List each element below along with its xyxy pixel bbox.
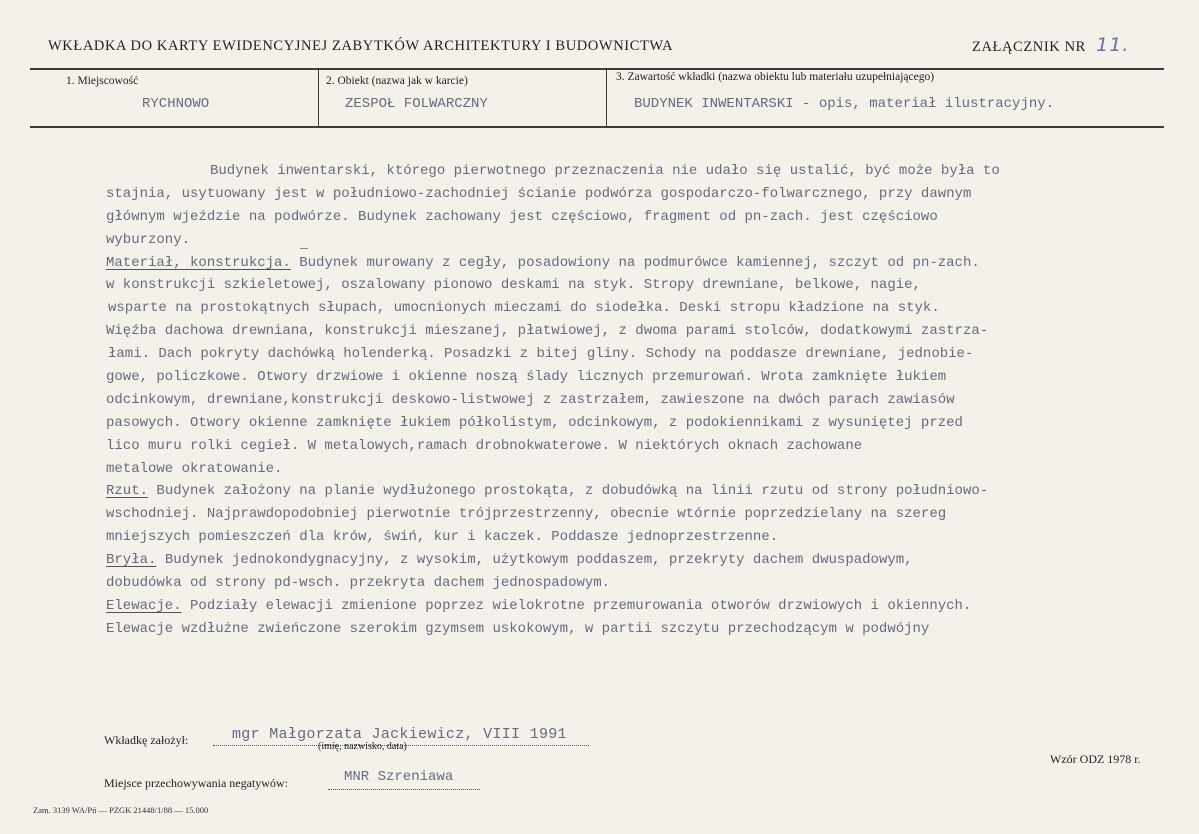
object-label: 2. Obiekt (nazwa jak w karcie) [326, 75, 468, 87]
header-divider-2 [606, 70, 607, 126]
text-line: Elewacje wzdłużne zwieńczone szerokim gzymsem uskokowym, w partii szczytu przechodzącym w podwójny [106, 620, 930, 637]
header-top-rule [30, 68, 1164, 70]
author-value: mgr Małgorzata Jackiewicz, VIII 1991 [232, 726, 567, 743]
stray-mark [300, 248, 308, 249]
form-title: WKŁADKA DO KARTY EWIDENCYJNEJ ZABYTKÓW ARCHITEKTURY I BUDOWNICTWA [48, 38, 674, 54]
author-hint: (imię, nazwisko, data) [318, 741, 407, 752]
plan-heading: Rzut. [106, 483, 149, 500]
text-line: stajnia, usytuowany jest w południowo-zachodniej ścianie podwórza gospodarczo-folwarcznego, przy dawnym [106, 185, 972, 202]
text-line: odcinkowym, drewniane,konstrukcji deskowo-listwowej z zastrzałem, zawieszone na dwóch parach zawiasów [106, 391, 955, 408]
text-line: wschodniej. Najprawdopodobniej pierwotnie trójprzestrzenny, obecnie wtórnie poprzedzielany na szereg [106, 506, 947, 523]
text-line: pasowych. Otwory okienne zamknięte łukiem półkolistym, odcinkowym, z podokiennikami z wysuniętej przed [106, 414, 963, 431]
annex-label: ZAŁĄCZNIK NR [972, 39, 1086, 55]
locality-value: RYCHNOWO [142, 96, 210, 112]
text-line: dobudówka od strony pd-wsch. przekryta dachem jednospadowym. [106, 575, 611, 592]
text-line: głównym wjeździe na podwórze. Budynek zachowany jest częściowo, fragment od pn-zach. jest częściowo [106, 208, 938, 225]
text-line: gowe, policzkowe. Otwory drzwiowe i okienne noszą ślady licznych przemurowań. Wrota zamknięte łukiem [106, 369, 947, 386]
text-line: Budynek inwentarski, którego pierwotnego przeznaczenia nie udało się ustalić, być może była to [210, 163, 1000, 179]
text-line [106, 480, 1196, 503]
elevations-heading: Elewacje. [106, 597, 182, 614]
text-line: Więźba dachowa drewniana, konstrukcji mieszanej, płatwiowej, z dwoma parami stolców, dodatkowymi zastrza- [106, 323, 989, 340]
material-heading: Materiał, konstrukcja. [106, 254, 291, 271]
annex-number: 11. [1096, 34, 1130, 56]
text-line: wyburzony. [106, 231, 191, 248]
locality-label: 1. Miejscowość [66, 75, 139, 87]
header-divider-1 [318, 70, 319, 126]
text-fragment: Podziały elewacji zmienione poprzez wielokrotne przemurowania otworów drzwiowych i okiennych. [181, 597, 972, 614]
mass-heading: Bryła. [106, 552, 157, 569]
negatives-label: Miejsce przechowywania negatywów: [104, 776, 288, 790]
template-note: Wzór ODZ 1978 r. [1050, 752, 1141, 766]
annex-number-field [972, 34, 1129, 56]
text-line [106, 252, 1196, 275]
object-value: ZESPOŁ FOLWARCZNY [345, 96, 488, 112]
content-value: BUDYNEK INWENTARSKI - opis, materiał ilustracyjny. [634, 96, 1055, 112]
text-line: wsparte na prostokątnych słupach, umocnionych mieczami do siodełka. Deski stropu kładzione na styk. [108, 300, 940, 317]
text-line: łami. Dach pokryty dachówką holenderką. Posadzki z bitej gliny. Schody na poddasze drewniane, jednobie- [108, 346, 974, 363]
header-bottom-rule [30, 126, 1164, 128]
negatives-dotted-line [328, 789, 480, 790]
negatives-value: MNR Szreniawa [344, 769, 454, 785]
print-note: Zam. 3139 WA/Pń — PZGK 21448/1/88 — 15.000 [33, 805, 209, 815]
text-line: metalowe okratowanie. [106, 460, 283, 477]
text-fragment: Budynek jednokondygnacyjny, z wysokim, użytkowym poddaszem, przekryty dachem dwuspadowym, [156, 552, 913, 569]
text-line: w konstrukcji szkieletowej, oszalowany pionowo deskami na styk. Stropy drewniane, belkowe, nagie, [106, 277, 921, 294]
text-fragment: Budynek założony na planie wydłużonego prostokąta, z dobudówką na linii rzutu od strony południowo- [148, 483, 989, 500]
text-line: lico muru rolki cegieł. W metalowych,ramach drobnokwaterowe. W niektórych oknach zachowane [106, 437, 863, 454]
text-line [106, 549, 1196, 572]
description-text [106, 160, 1196, 641]
content-label: 3. Zawartość wkładki (nazwa obiektu lub materiału uzupełniającego) [616, 71, 935, 83]
author-label: Wkładkę założył: [104, 733, 189, 747]
text-line [106, 595, 1196, 618]
text-fragment: Budynek murowany z cegły, posadowiony na podmurówce kamiennej, szczyt od pn-zach. [290, 254, 980, 271]
text-line: mniejszych pomieszczeń dla krów, świń, kur i kaczek. Poddasze jednoprzestrzenne. [106, 529, 779, 546]
